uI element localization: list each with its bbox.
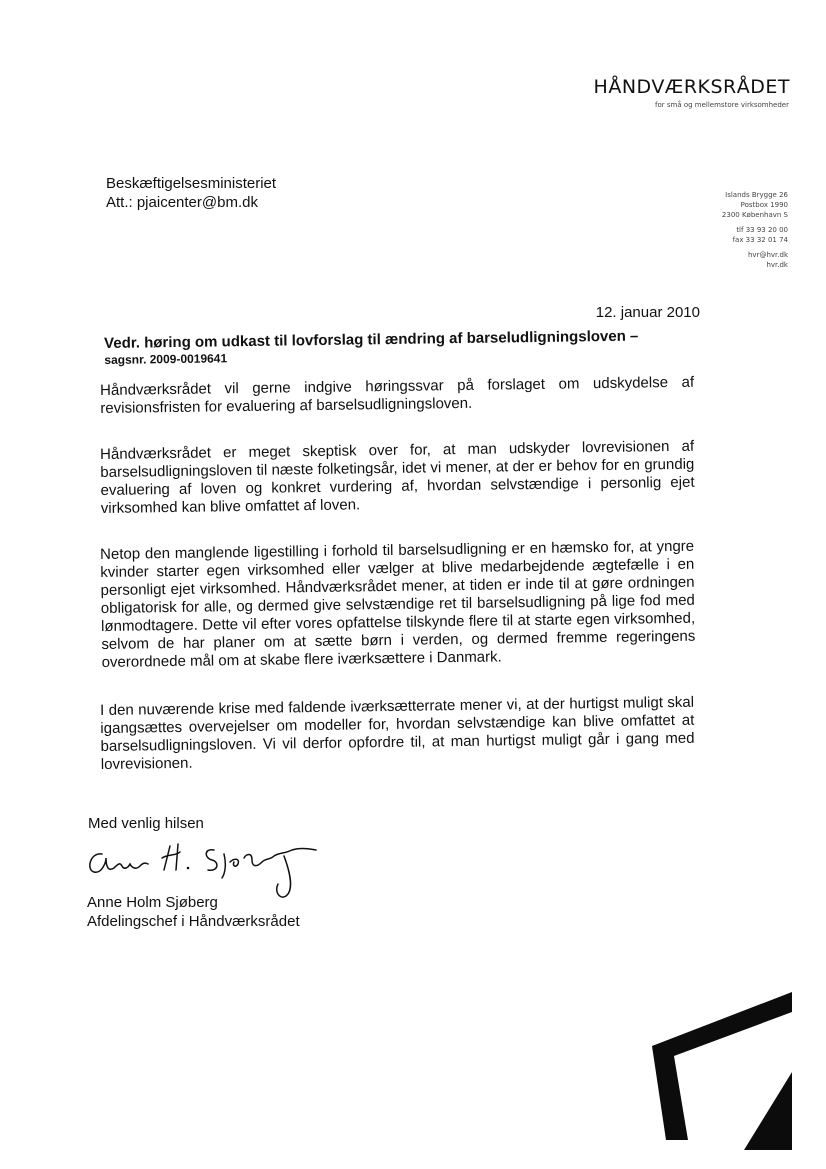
recipient-att: Att.: pjaicenter@bm.dk <box>106 194 258 211</box>
subject-line-1: Vedr. høring om udkast til lovforslag til ændring af barseludligningsloven – <box>104 327 639 352</box>
body-paragraph-2: Håndværksrådet er meget skeptisk over for, at man udskyder lovrevisionen af barselsudligningsloven til næste folketingsår, idet vi mener, at der er behov for en grundig evaluering af loven og konkret vurdering af, hvordan selvstændige i personlig ejet virksomhed kan blive omfattet af loven. <box>100 437 695 517</box>
signer-name: Anne Holm Sjøberg <box>87 894 218 911</box>
handwritten-signature <box>84 832 324 902</box>
contact-fax: fax 33 32 01 74 <box>732 236 788 244</box>
contact-street: Islands Brygge 26 <box>725 191 788 199</box>
contact-email: hvr@hvr.dk <box>748 251 788 259</box>
contact-web: hvr.dk <box>766 261 788 269</box>
recipient-name: Beskæftigelsesministeriet <box>106 175 277 192</box>
signer-title: Afdelingschef i Håndværksrådet <box>87 913 300 930</box>
contact-postbox: Postbox 1990 <box>740 201 788 209</box>
subject-heading <box>104 327 664 368</box>
body-paragraph-1: Håndværksrådet vil gerne indgive høringssvar på forslaget om udskydelse af revisionsfristen for evaluering af barselsudligningsloven. <box>100 373 695 417</box>
contact-phone: tlf 33 93 20 00 <box>736 226 788 234</box>
decorative-corner-graphic <box>640 990 800 1150</box>
recipient-block <box>106 174 276 212</box>
body-paragraph-3: Netop den manglende ligestilling i forhold til barselsudligning er en hæmsko for, at yngre kvinder starter egen virksomhed eller vælger at blive medarbejdende ægtefælle i en personligt ejet virksomhed. Håndværksrådet mener, at tiden er inde til at gøre ordningen obligatorisk for alle, og dermed give selvstændige ret til barselsudligning på lige fod med lønmodtagere. Dette vil efter vores opfattelse tilskynde flere til at starte egen virksomhed, selvom de har planer om at sætte børn i verden, og dermed fremme regeringens overordnede mål om at skabe flere iværksættere i Danmark. <box>100 537 696 671</box>
contact-city: 2300 København S <box>721 211 788 219</box>
letter-date: 12. januar 2010 <box>595 304 700 321</box>
subject-case-number: sagsnr. 2009-0019641 <box>104 351 228 367</box>
letterhead-logo: HÅNDVÆRKSRÅDET <box>593 76 790 98</box>
closing-greeting: Med venlig hilsen <box>88 815 204 832</box>
sender-contact-block <box>722 190 788 270</box>
signer-block <box>87 893 300 931</box>
body-paragraph-4: I den nuværende krise med faldende iværksætterrate mener vi, at der hurtigst muligt skal igangsættes overvejelser om modeller for, hvordan selvstændige kan blive omfattet at barselsudligningsloven. Vi vil derfor opfordre til, at man hurtigst muligt går i gang med lovrevisionen. <box>100 693 695 773</box>
letterhead-tagline: for små og mellemstore virksomheder <box>655 101 789 109</box>
